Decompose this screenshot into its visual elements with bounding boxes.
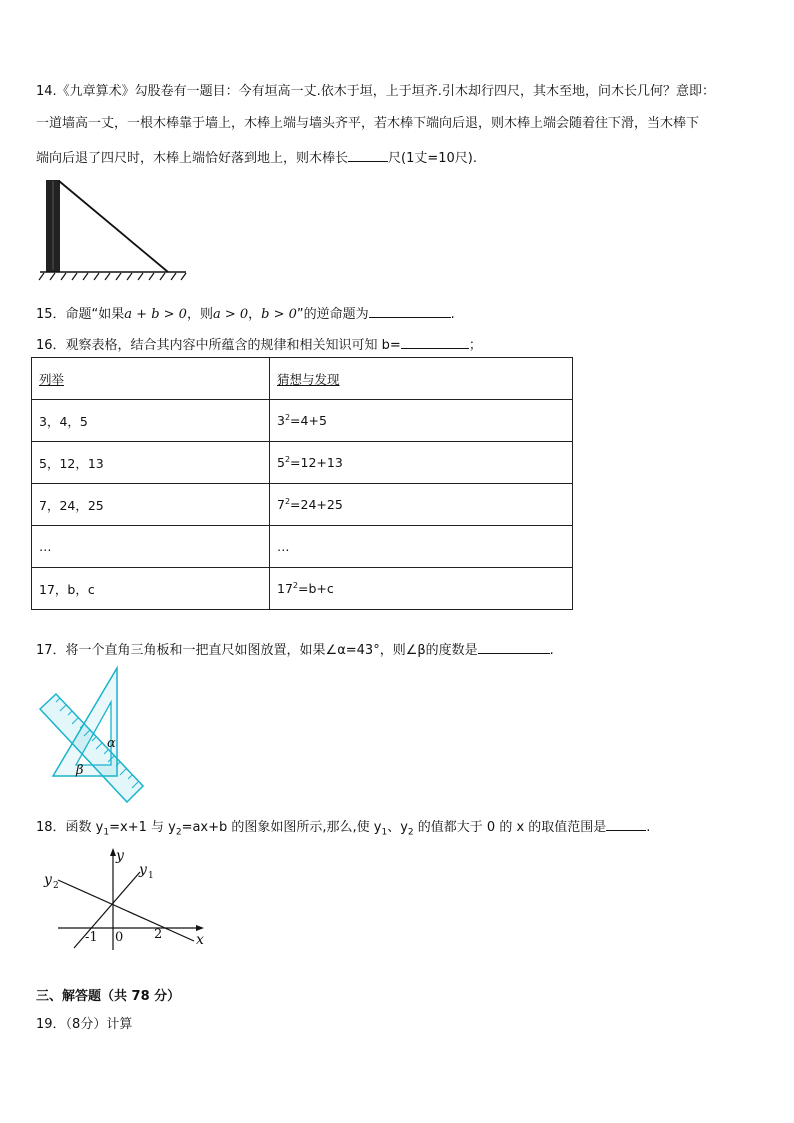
q15-conclusion-b: b > 0 xyxy=(261,307,297,322)
q14-line3-text: 端向后退了四尺时，木棒上端恰好落到地上，则木棒长 xyxy=(36,151,349,166)
y-axis-label: y xyxy=(116,848,124,864)
q14-answer-blank[interactable] xyxy=(348,148,388,162)
q15-condition: a + b > 0 xyxy=(124,307,187,322)
q19-line: 19．（8分）计算 xyxy=(36,1017,133,1032)
table-header-row xyxy=(32,358,573,400)
q16-answer-blank[interactable] xyxy=(401,335,469,349)
triangle-ruler-figure xyxy=(36,664,151,809)
table-cell-list: … xyxy=(32,526,270,568)
table-cell-list: 5，12，13 xyxy=(32,442,270,484)
x-axis-arrow xyxy=(196,925,204,931)
q14-line3 xyxy=(36,148,477,167)
q18-answer-blank[interactable] xyxy=(606,817,646,831)
q15-end: . xyxy=(450,307,455,322)
alpha-label: α xyxy=(107,736,116,751)
tick-2: 2 xyxy=(154,927,163,942)
y1-label: y xyxy=(139,862,147,878)
table-cell-guess: $17^2=b+c$ xyxy=(270,568,573,610)
q17-text: 17．将一个直角三角板和一把直尺如图放置，如果∠α=43°，则∠β的度数是 xyxy=(36,643,478,658)
x-axis-label: x xyxy=(196,932,204,948)
q18-line: 18．函数 $y_1=x+1$ 与 $y_2=ax+b$ 的图象如图所示,那么,使 $y_1$、$y_2$ 的值都大于 0 的 x 的取值范围是 . xyxy=(36,817,650,841)
table-cell-guess: $3^2=4+5$ xyxy=(270,400,573,442)
tick-origin: 0 xyxy=(115,930,124,945)
table-cell-list: 7，24，25 xyxy=(32,484,270,526)
table-row xyxy=(32,442,573,484)
section-three-heading: 三、解答题（共 78 分） xyxy=(36,989,181,1004)
q15-answer-blank[interactable] xyxy=(369,304,451,318)
tick-neg1: -1 xyxy=(85,930,98,945)
table-row xyxy=(32,568,573,610)
q18-end: . xyxy=(646,820,651,835)
table-row xyxy=(32,526,573,568)
table-cell-guess: $5^2=12+13$ xyxy=(270,442,573,484)
y2-line xyxy=(58,880,194,941)
q15-then: ，则 xyxy=(186,307,213,322)
q15-tail: ”的逆命题为 xyxy=(296,307,369,322)
y2-label-sub: 2 xyxy=(53,881,59,891)
table-cell-guess: $7^2=24+25$ xyxy=(270,484,573,526)
q17-end: . xyxy=(549,643,554,658)
table-header-list: 列举 xyxy=(32,358,270,400)
q14-line2: 一道墙高一丈，一根木棒靠于墙上，木棒上端与墙头齐平，若木棒下端向后退，则木棒上端会随着往下滑，当木棒下 xyxy=(36,116,700,131)
q15-sep: ， xyxy=(248,307,262,322)
ground-hatching xyxy=(39,273,186,280)
q16-text: 16．观察表格，结合其内容中所蕴含的规律和相关知识可知 b= xyxy=(36,338,401,353)
q16-line xyxy=(36,335,482,354)
y1-label-sub: 1 xyxy=(148,871,154,881)
table-row xyxy=(32,400,573,442)
q15-text: 15．命题“如果 xyxy=(36,307,125,322)
q17-answer-blank[interactable] xyxy=(478,640,550,654)
pattern-table xyxy=(31,357,573,610)
beta-label: β xyxy=(76,763,84,778)
table-header-guess: 猜想与发现 xyxy=(270,358,573,400)
ladder-line xyxy=(59,181,168,272)
table-cell-guess: … xyxy=(270,526,573,568)
q17-line xyxy=(36,640,554,659)
y2-label: y xyxy=(44,872,52,888)
table-cell-list: 17，b，c xyxy=(32,568,270,610)
q14-line3-tail: 尺(1丈=10尺). xyxy=(388,151,477,166)
q14-line1: 14.《九章算术》勾股卷有一题目：今有垣高一丈.依木于垣，上于垣齐.引木却行四尺，其木至地，问木长几何？意即： xyxy=(36,84,715,99)
q15-line xyxy=(36,304,455,323)
table-row xyxy=(32,484,573,526)
y1-line xyxy=(74,872,140,948)
q16-end: ； xyxy=(468,338,482,353)
table-cell-list: 3，4，5 xyxy=(32,400,270,442)
q15-conclusion-a: a > 0 xyxy=(212,307,249,322)
wall-ladder-figure xyxy=(36,174,196,284)
function-graph xyxy=(36,840,216,955)
q18-text: 18．函数 y xyxy=(36,820,104,835)
